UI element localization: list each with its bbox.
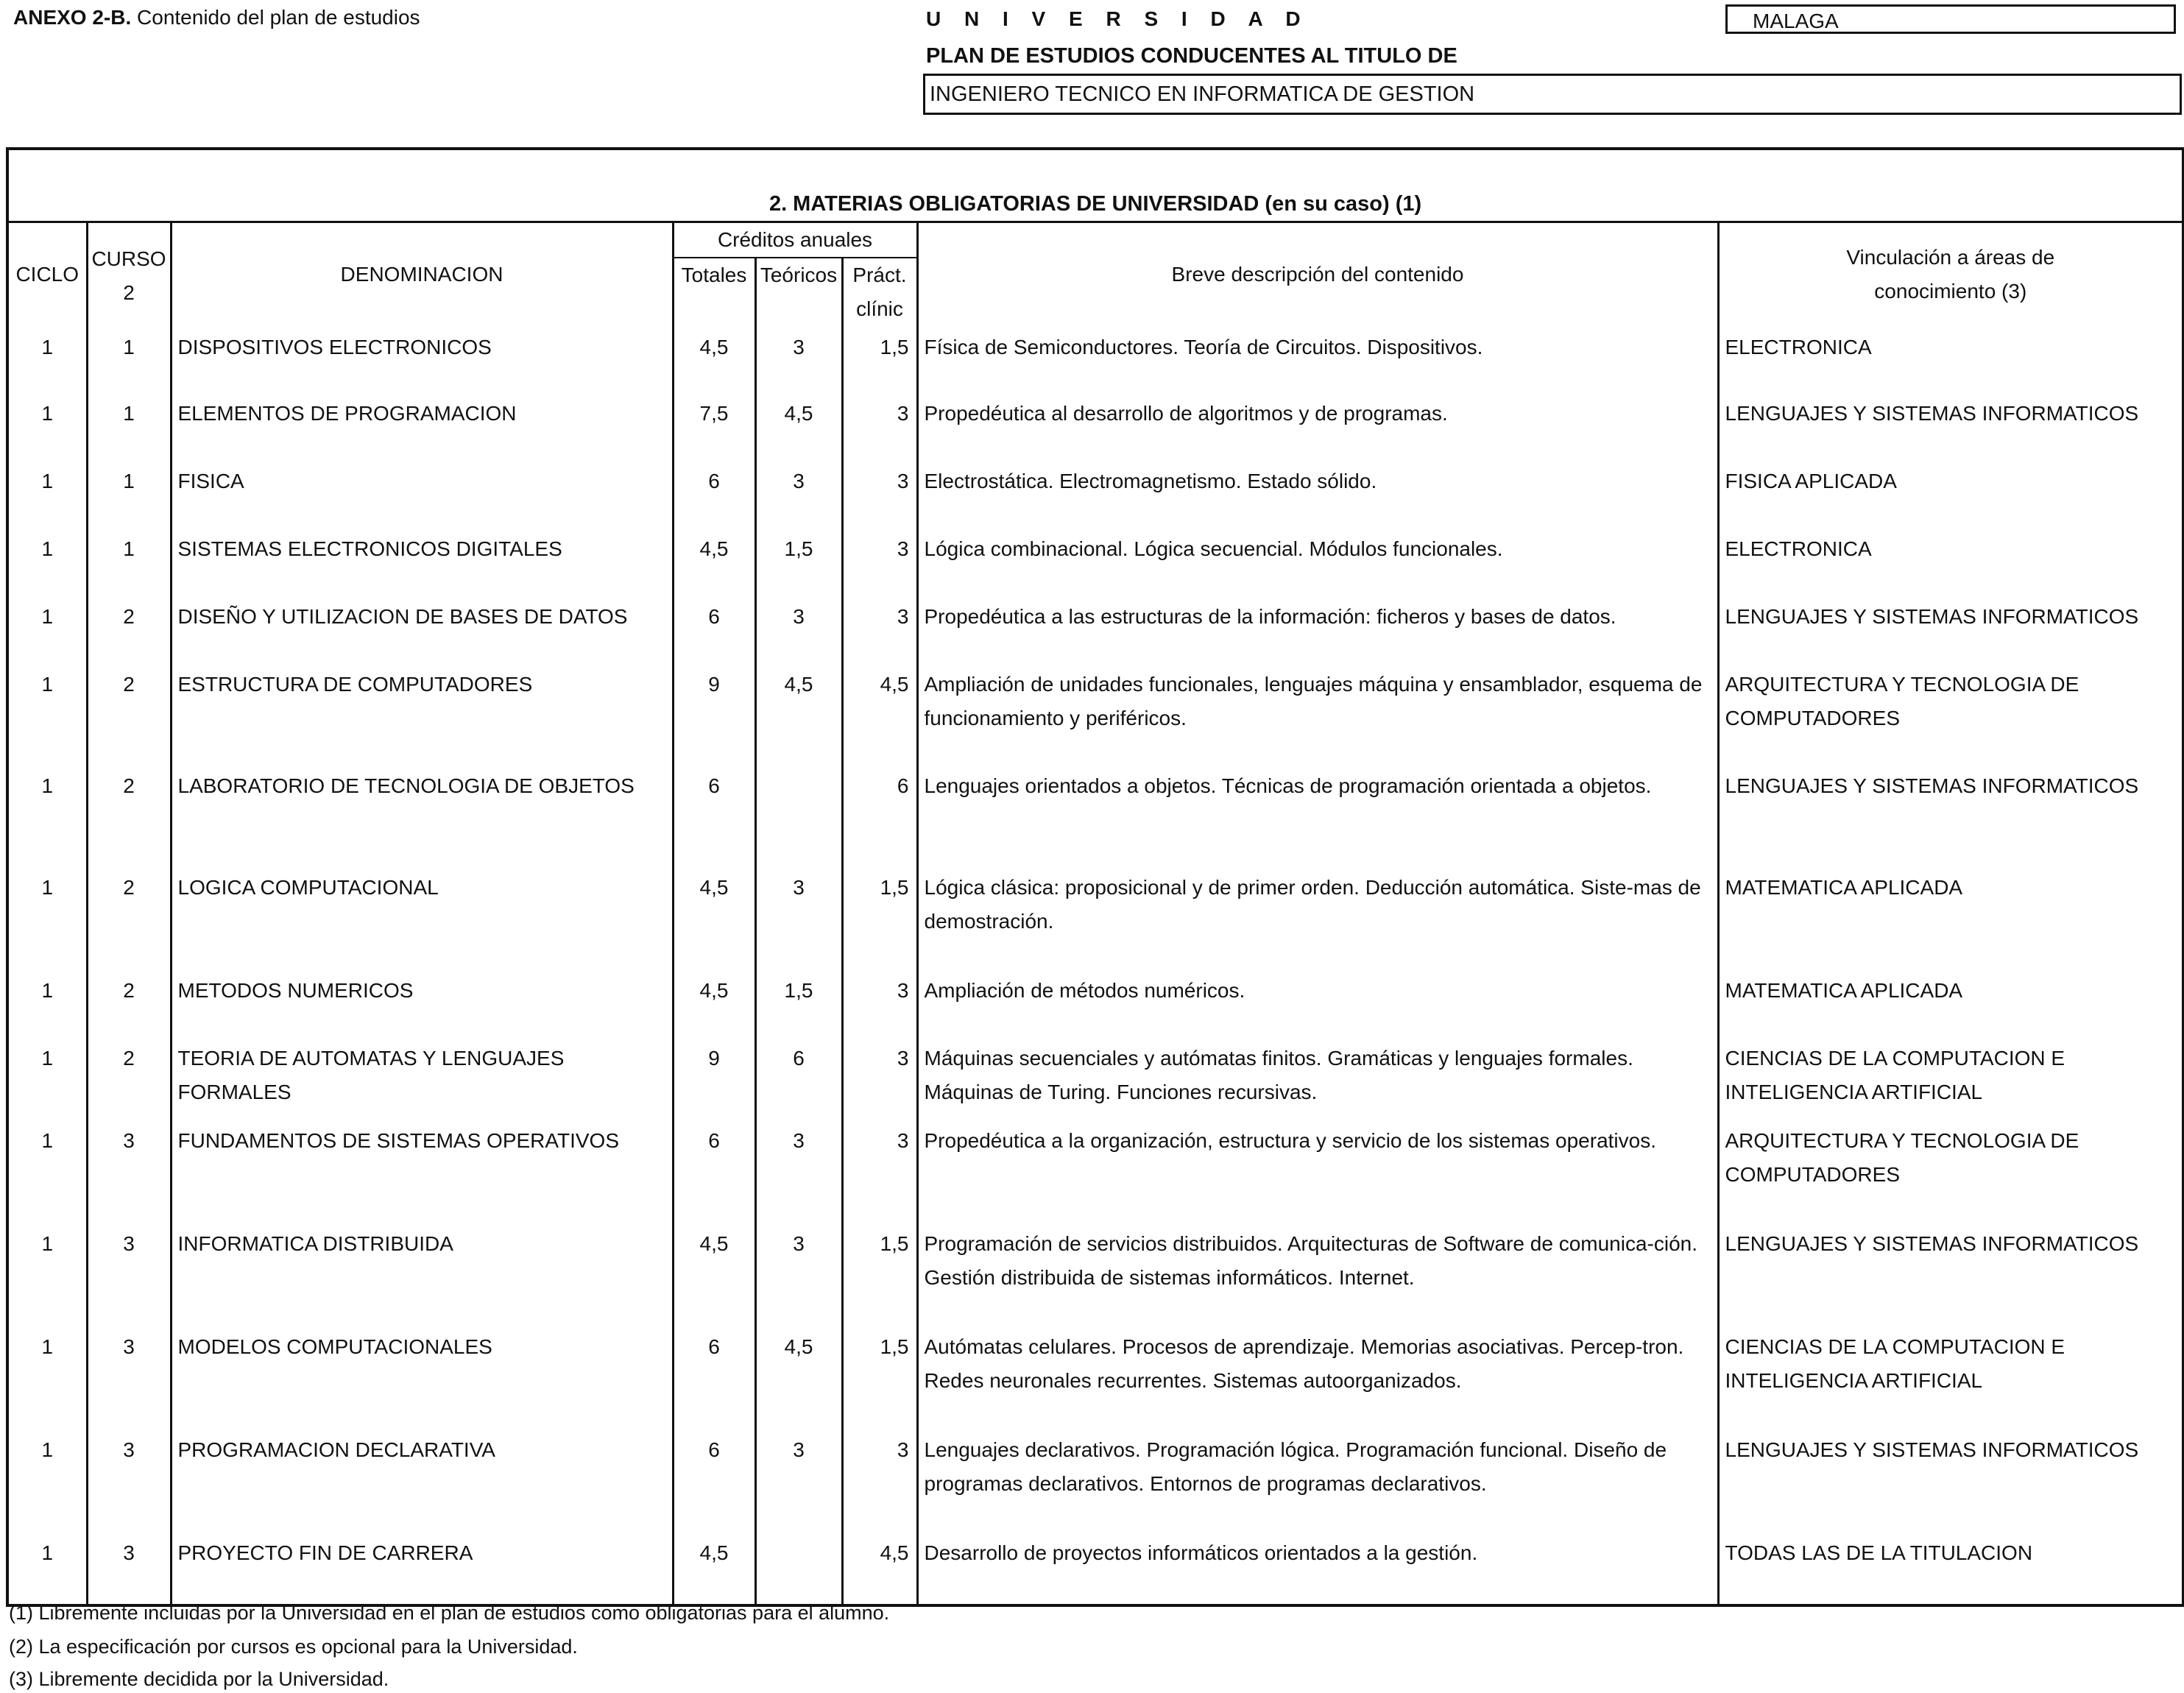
area-cell: CIENCIAS DE LA COMPUTACION E INTELIGENCIA ARTIFICIAL — [1718, 1326, 2183, 1429]
denominacion-cell: MODELOS COMPUTACIONALES — [171, 1326, 673, 1429]
teoricos-cell — [755, 765, 842, 866]
totales-cell: 6 — [673, 765, 755, 866]
denominacion-cell: LABORATORIO DE TECNOLOGIA DE OBJETOS — [171, 765, 673, 866]
denominacion-cell: PROGRAMACION DECLARATIVA — [171, 1429, 673, 1532]
annex-heading — [13, 6, 420, 29]
curso-cell: 3 — [87, 1429, 171, 1532]
practicos-cell: 4,5 — [842, 663, 917, 765]
practicos-cell: 6 — [842, 765, 917, 866]
col-creditos: Créditos anuales — [673, 222, 917, 258]
ciclo-cell: 1 — [7, 460, 87, 528]
plan-label: PLAN DE ESTUDIOS CONDUCENTES AL TITULO DE — [926, 44, 1457, 68]
table-row — [7, 595, 2183, 663]
totales-cell: 4,5 — [673, 528, 755, 595]
area-cell: MATEMATICA APLICADA — [1718, 866, 2183, 969]
area-cell: TODAS LAS DE LA TITULACION — [1718, 1532, 2183, 1605]
practicos-cell: 3 — [842, 595, 917, 663]
area-cell: FISICA APLICADA — [1718, 460, 2183, 528]
table-row — [7, 1326, 2183, 1429]
descripcion-cell: Electrostática. Electromagnetismo. Estado sólido. — [917, 460, 1718, 528]
practicos-cell: 3 — [842, 1429, 917, 1532]
footnote-1: (1) Libremente incluidas por la Universidad en el plan de estudios como obligatorias para el alumno. — [9, 1602, 890, 1624]
ciclo-cell: 1 — [7, 1326, 87, 1429]
curso-cell: 2 — [87, 765, 171, 866]
denominacion-cell: FISICA — [171, 460, 673, 528]
teoricos-cell — [755, 1532, 842, 1605]
table-row — [7, 460, 2183, 528]
totales-cell: 4,5 — [673, 326, 755, 392]
totales-cell: 9 — [673, 663, 755, 765]
table-row — [7, 663, 2183, 765]
practicos-cell: 1,5 — [842, 866, 917, 969]
totales-cell: 4,5 — [673, 1532, 755, 1605]
table-row — [7, 765, 2183, 866]
denominacion-cell: DISPOSITIVOS ELECTRONICOS — [171, 326, 673, 392]
descripcion-cell: Ampliación de métodos numéricos. — [917, 969, 1718, 1037]
teoricos-cell: 3 — [755, 1120, 842, 1223]
col-pract-line2: clínic — [856, 297, 903, 320]
descripcion-cell: Lenguajes declarativos. Programación lógica. Programación funcional. Diseño de programas declarativos. Entornos de programas declarativos. — [917, 1429, 1718, 1532]
footnote-2: (2) La especificación por cursos es opcional para la Universidad. — [9, 1636, 578, 1658]
descripcion-cell: Desarrollo de proyectos informáticos orientados a la gestión. — [917, 1532, 1718, 1605]
area-cell: LENGUAJES Y SISTEMAS INFORMATICOS — [1718, 1429, 2183, 1532]
ciclo-cell: 1 — [7, 392, 87, 460]
denominacion-cell: METODOS NUMERICOS — [171, 969, 673, 1037]
annex-number: ANEXO 2-B. — [13, 6, 132, 29]
denominacion-cell: LOGICA COMPUTACIONAL — [171, 866, 673, 969]
descripcion-cell: Autómatas celulares. Procesos de aprendizaje. Memorias asociativas. Percep-tron. Redes neuronales recurrentes. Sistemas autoorganizados. — [917, 1326, 1718, 1429]
teoricos-cell: 6 — [755, 1037, 842, 1120]
practicos-cell: 1,5 — [842, 1223, 917, 1326]
descripcion-cell: Propedéutica a la organización, estructura y servicio de los sistemas operativos. — [917, 1120, 1718, 1223]
curso-cell: 1 — [87, 460, 171, 528]
col-curso-label: CURSO — [91, 247, 166, 270]
footnote-3: (3) Libremente decidida por la Universidad. — [9, 1668, 389, 1690]
totales-cell: 9 — [673, 1037, 755, 1120]
ciclo-cell: 1 — [7, 528, 87, 595]
curso-cell: 1 — [87, 326, 171, 392]
practicos-cell: 4,5 — [842, 1532, 917, 1605]
teoricos-cell: 4,5 — [755, 392, 842, 460]
ciclo-cell: 1 — [7, 595, 87, 663]
annex-description: Contenido del plan de estudios — [137, 6, 420, 29]
teoricos-cell: 3 — [755, 460, 842, 528]
teoricos-cell: 1,5 — [755, 969, 842, 1037]
totales-cell: 6 — [673, 595, 755, 663]
table-row — [7, 528, 2183, 595]
denominacion-cell: SISTEMAS ELECTRONICOS DIGITALES — [171, 528, 673, 595]
teoricos-cell: 3 — [755, 595, 842, 663]
titulo-field: INGENIERO TECNICO EN INFORMATICA DE GESTION — [923, 74, 2182, 115]
ciclo-cell: 1 — [7, 663, 87, 765]
descripcion-cell: Ampliación de unidades funcionales, lenguajes máquina y ensamblador, esquema de funcionamiento y periféricos. — [917, 663, 1718, 765]
descripcion-cell: Máquinas secuenciales y autómatas finitos. Gramáticas y lenguajes formales. Máquinas de Turing. Funciones recursivas. — [917, 1037, 1718, 1120]
totales-cell: 6 — [673, 1429, 755, 1532]
col-vinculacion — [1718, 222, 2183, 327]
col-denominacion: DENOMINACION — [171, 222, 673, 327]
totales-cell: 4,5 — [673, 1223, 755, 1326]
curso-cell: 3 — [87, 1223, 171, 1326]
denominacion-cell: FUNDAMENTOS DE SISTEMAS OPERATIVOS — [171, 1120, 673, 1223]
universidad-field: MALAGA — [1725, 4, 2176, 34]
table-row — [7, 1223, 2183, 1326]
table-row — [7, 1037, 2183, 1120]
table-row — [7, 969, 2183, 1037]
practicos-cell: 1,5 — [842, 326, 917, 392]
col-ciclo: CICLO — [7, 222, 87, 327]
denominacion-cell: INFORMATICA DISTRIBUIDA — [171, 1223, 673, 1326]
curso-cell: 3 — [87, 1326, 171, 1429]
denominacion-cell: PROYECTO FIN DE CARRERA — [171, 1532, 673, 1605]
curso-cell: 2 — [87, 595, 171, 663]
ciclo-cell: 1 — [7, 326, 87, 392]
table-row — [7, 326, 2183, 392]
teoricos-cell: 3 — [755, 1429, 842, 1532]
totales-cell: 6 — [673, 460, 755, 528]
totales-cell: 6 — [673, 1326, 755, 1429]
table-row — [7, 1532, 2183, 1605]
col-pract-line1: Práct. — [852, 264, 907, 286]
col-vinculacion-line1: Vinculación a áreas de — [1846, 246, 2055, 269]
col-teoricos: Teóricos — [755, 258, 842, 326]
practicos-cell: 1,5 — [842, 1326, 917, 1429]
curso-cell: 1 — [87, 528, 171, 595]
table-body — [7, 326, 2183, 1605]
col-totales: Totales — [673, 258, 755, 326]
denominacion-cell: DISEÑO Y UTILIZACION DE BASES DE DATOS — [171, 595, 673, 663]
descripcion-cell: Propedéutica a las estructuras de la información: ficheros y bases de datos. — [917, 595, 1718, 663]
totales-cell: 7,5 — [673, 392, 755, 460]
practicos-cell: 3 — [842, 460, 917, 528]
totales-cell: 4,5 — [673, 969, 755, 1037]
teoricos-cell: 4,5 — [755, 1326, 842, 1429]
curso-cell: 2 — [87, 663, 171, 765]
ciclo-cell: 1 — [7, 1429, 87, 1532]
col-descripcion: Breve descripción del contenido — [917, 222, 1718, 327]
col-curso-note: 2 — [123, 281, 135, 304]
denominacion-cell: ELEMENTOS DE PROGRAMACION — [171, 392, 673, 460]
area-cell: LENGUAJES Y SISTEMAS INFORMATICOS — [1718, 1223, 2183, 1326]
curso-cell: 2 — [87, 1037, 171, 1120]
area-cell: LENGUAJES Y SISTEMAS INFORMATICOS — [1718, 595, 2183, 663]
ciclo-cell: 1 — [7, 1037, 87, 1120]
universidad-label: U N I V E R S I D A D — [926, 7, 1310, 30]
subjects-table — [6, 147, 2184, 1607]
ciclo-cell: 1 — [7, 1120, 87, 1223]
denominacion-cell: ESTRUCTURA DE COMPUTADORES — [171, 663, 673, 765]
practicos-cell: 3 — [842, 969, 917, 1037]
area-cell: ELECTRONICA — [1718, 528, 2183, 595]
curso-cell: 2 — [87, 969, 171, 1037]
teoricos-cell: 3 — [755, 866, 842, 969]
area-cell: ARQUITECTURA Y TECNOLOGIA DE COMPUTADORES — [1718, 1120, 2183, 1223]
practicos-cell: 3 — [842, 528, 917, 595]
ciclo-cell: 1 — [7, 969, 87, 1037]
descripcion-cell: Lógica combinacional. Lógica secuencial. Módulos funcionales. — [917, 528, 1718, 595]
teoricos-cell: 4,5 — [755, 663, 842, 765]
table-row — [7, 866, 2183, 969]
area-cell: LENGUAJES Y SISTEMAS INFORMATICOS — [1718, 765, 2183, 866]
ciclo-cell: 1 — [7, 765, 87, 866]
teoricos-cell: 3 — [755, 1223, 842, 1326]
curso-cell: 2 — [87, 866, 171, 969]
ciclo-cell: 1 — [7, 1532, 87, 1605]
teoricos-cell: 3 — [755, 326, 842, 392]
area-cell: ARQUITECTURA Y TECNOLOGIA DE COMPUTADORES — [1718, 663, 2183, 765]
curso-cell: 3 — [87, 1120, 171, 1223]
area-cell: ELECTRONICA — [1718, 326, 2183, 392]
table-row — [7, 1429, 2183, 1532]
practicos-cell: 3 — [842, 1120, 917, 1223]
curso-cell: 1 — [87, 392, 171, 460]
ciclo-cell: 1 — [7, 1223, 87, 1326]
section-title: 2. MATERIAS OBLIGATORIAS DE UNIVERSIDAD (en su caso) (1) — [7, 149, 2183, 222]
curso-cell: 3 — [87, 1532, 171, 1605]
practicos-cell: 3 — [842, 1037, 917, 1120]
totales-cell: 6 — [673, 1120, 755, 1223]
descripcion-cell: Física de Semiconductores. Teoría de Circuitos. Dispositivos. — [917, 326, 1718, 392]
denominacion-cell: TEORIA DE AUTOMATAS Y LENGUAJES FORMALES — [171, 1037, 673, 1120]
descripcion-cell: Propedéutica al desarrollo de algoritmos y de programas. — [917, 392, 1718, 460]
area-cell: MATEMATICA APLICADA — [1718, 969, 2183, 1037]
descripcion-cell: Lenguajes orientados a objetos. Técnicas de programación orientada a objetos. — [917, 765, 1718, 866]
col-vinculacion-line2: conocimiento (3) — [1874, 280, 2027, 303]
ciclo-cell: 1 — [7, 866, 87, 969]
table-row — [7, 1120, 2183, 1223]
teoricos-cell: 1,5 — [755, 528, 842, 595]
totales-cell: 4,5 — [673, 866, 755, 969]
col-practicos — [842, 258, 917, 326]
col-curso — [87, 222, 171, 327]
descripcion-cell: Programación de servicios distribuidos. Arquitecturas de Software de comunica-ción. Gestión distribuida de sistemas informáticos. Internet. — [917, 1223, 1718, 1326]
practicos-cell: 3 — [842, 392, 917, 460]
area-cell: CIENCIAS DE LA COMPUTACION E INTELIGENCIA ARTIFICIAL — [1718, 1037, 2183, 1120]
area-cell: LENGUAJES Y SISTEMAS INFORMATICOS — [1718, 392, 2183, 460]
table-row — [7, 392, 2183, 460]
descripcion-cell: Lógica clásica: proposicional y de primer orden. Deducción automática. Siste-mas de demostración. — [917, 866, 1718, 969]
